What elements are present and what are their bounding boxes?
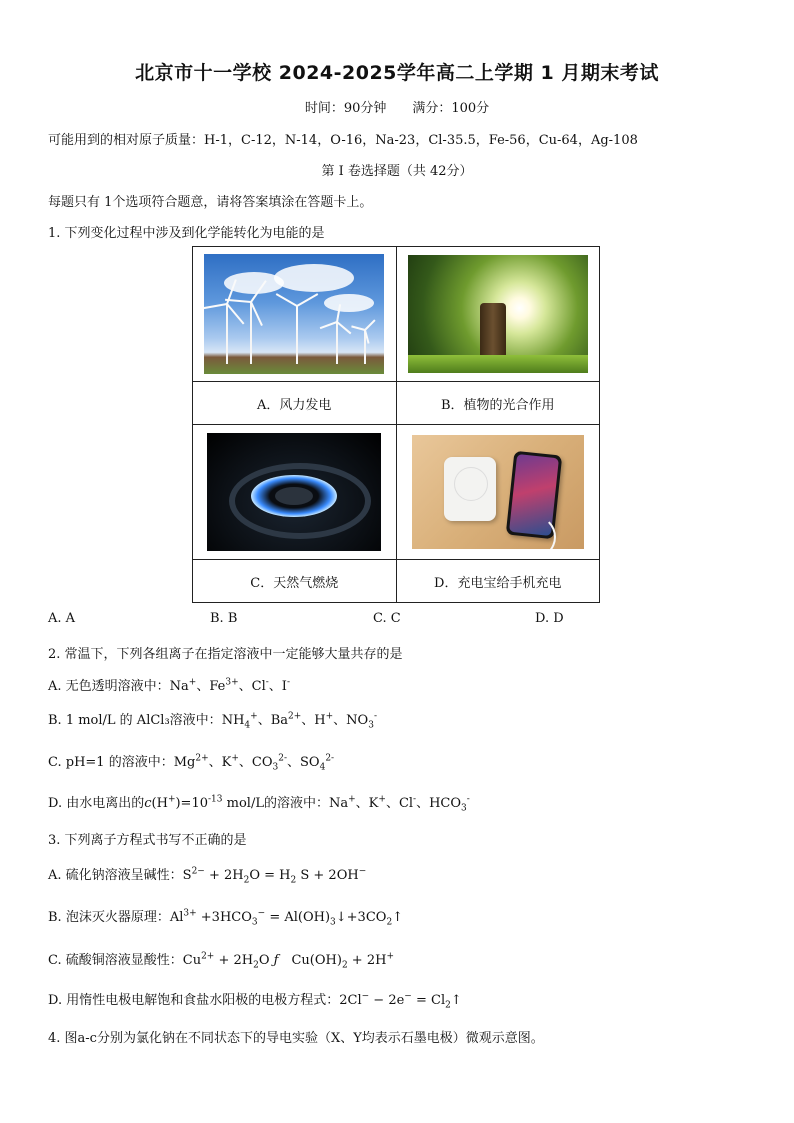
section-heading: 第 I 卷选择题（共 42分） [321, 164, 473, 179]
q2-option-c[interactable]: C. pH=1 的溶液中：$Mg^{2+}$、K+、$CO_3^{2-}$、$SO_4^{2-}$ [48, 753, 335, 773]
q3-option-a[interactable]: A. 硫化钠溶液呈碱性：$S^{2-} + 2H_2O = H_2$ S + 2OH− [48, 866, 367, 886]
exam-title: 北京市十一学校 2024-2025学年高二上学期 1 月期末考试 [135, 62, 659, 84]
q4-stem: 4. 图a-c分别为氯化钠在不同状态下的导电实验（X、Y均表示石墨电极）微观示意图。 [48, 1031, 544, 1046]
caption-a: A．风力发电 [193, 382, 397, 425]
q2-option-b[interactable]: B. 1 mol/L 的 AlCl₃溶液中：$NH_4^+$、$Ba^{2+}$、H+、$NO_3^-$ [48, 711, 377, 731]
q1-image-table [192, 246, 600, 603]
cell-c-image [193, 425, 397, 560]
q2-option-a[interactable]: A. 无色透明溶液中：Na+、$Fe^{3+}$、Cl-、I- [48, 677, 290, 694]
exam-info: 时间：90分钟 满分：100分 [304, 101, 490, 116]
q3-option-d[interactable]: D. 用惰性电极电解饱和食盐水阳极的电极方程式：$2Cl^- - 2e^- = Cl_2↑$ [48, 991, 462, 1011]
q1-stem: 1. 下列变化过程中涉及到化学能转化为电能的是 [48, 226, 325, 241]
gas-burner-photo [207, 433, 381, 551]
tree-photosynthesis-photo [408, 255, 588, 373]
wind-turbines-photo [204, 254, 384, 374]
instruction: 每题只有 1个选项符合题意，请将答案填涂在答题卡上。 [48, 195, 373, 210]
cell-b-image [396, 247, 600, 382]
q3-option-b[interactable]: B. 泡沫灭火器原理：$Al^{3+} +3HCO_3^-$ = $Al(OH)_3↓+3CO_2↑$ [48, 908, 404, 928]
cell-d-image [396, 425, 600, 560]
q1-option-b[interactable]: B. B [210, 611, 238, 626]
atomic-masses: 可能用到的相对原子质量：H-1，C-12，N-14，O-16，Na-23，Cl-35.5，Fe-56，Cu-64，Ag-108 [48, 133, 638, 148]
power-bank-phone-photo [412, 435, 584, 549]
q2-stem: 2. 常温下，下列各组离子在指定溶液中一定能够大量共存的是 [48, 647, 403, 662]
q3-stem: 3. 下列离子方程式书写不正确的是 [48, 833, 247, 848]
q1-option-c[interactable]: C. C [373, 611, 401, 626]
caption-b: B．植物的光合作用 [396, 382, 600, 425]
q2-option-d[interactable]: D. 由水电离出的$c(H^+)=10^{-13}$ mol/L的溶液中：Na+、K+、Cl-、$HCO_3^-$ [48, 794, 470, 814]
q1-option-a[interactable]: A. A [48, 611, 76, 626]
q1-option-d[interactable]: D. D [535, 611, 564, 626]
caption-d: D．充电宝给手机充电 [396, 560, 600, 603]
caption-c: C．天然气燃烧 [193, 560, 397, 603]
cell-a-image [193, 247, 397, 382]
q3-option-c[interactable]: C. 硫酸铜溶液显酸性：$Cu^{2+} + 2H_2O$ ƒ $Cu(OH)_2 + 2H^+$ [48, 951, 394, 971]
